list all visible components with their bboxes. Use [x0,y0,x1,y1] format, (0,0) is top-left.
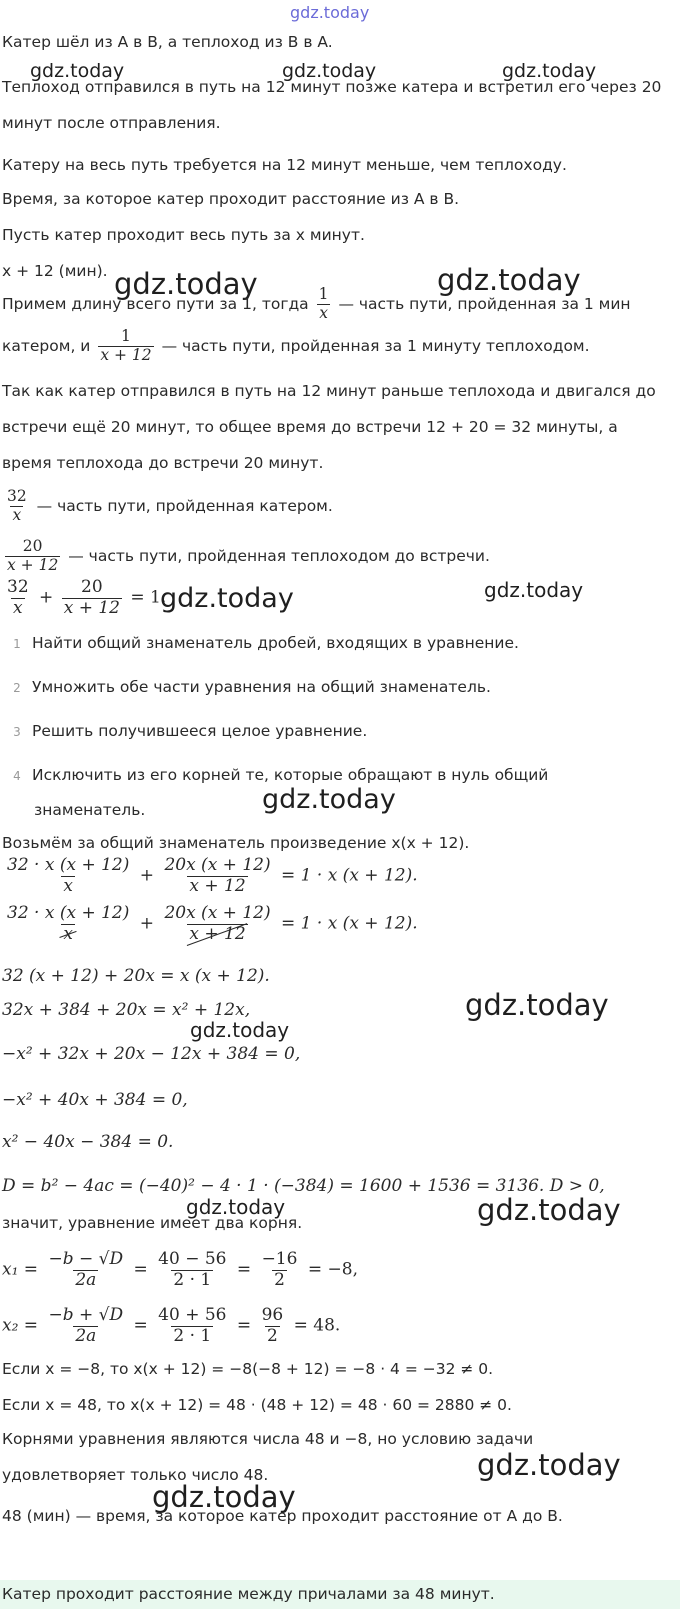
equals-sign: = [133,1315,148,1336]
fraction-20-over-x-plus-12 [62,578,122,618]
equation-line: −x² + 40x + 384 = 0, [2,1090,188,1110]
text-fragment: катером, и [2,336,91,355]
result: = −8, [307,1259,358,1280]
top-watermark: gdz.today [290,3,370,22]
numerator: 40 + 56 [158,1305,227,1325]
watermark: gdz.today [190,1018,290,1042]
denominator: 2a [75,1325,97,1346]
watermark: gdz.today [282,60,377,82]
text-line: Время, за которое катер проходит расстояние из A в B. [2,190,460,208]
text-line [2,488,333,525]
denominator: 2a [75,1269,97,1290]
watermark: gdz.today [437,263,581,297]
text-line [2,538,490,575]
numerator: −b − √D [48,1249,124,1269]
text-line: время теплохода до встречи 20 минут. [2,454,324,472]
equation-tail: = 1 · x (x + 12). [281,913,418,934]
list-item [2,678,491,697]
step-text: Найти общий знаменатель дробей, входящих в уравнение. [32,634,519,652]
watermark: gdz.today [502,60,597,82]
equals-sign: = [133,1259,148,1280]
numerator: 1 [121,327,131,345]
watermark: gdz.today [465,988,609,1022]
denominator: x [12,505,22,524]
text-line: встречи ещё 20 минут, то общее время до встречи 12 + 20 = 32 минуты, а [2,418,618,436]
list-item [2,634,519,653]
equation-line-x1 [2,1250,358,1290]
watermark: gdz.today [477,1448,621,1482]
numerator: 32 · x (x + 12) [7,903,130,923]
watermark: gdz.today [186,1195,286,1219]
equation-line: 32x + 384 + 20x = x² + 12x, [2,1000,251,1020]
text-line: x + 12 (мин). [2,262,108,280]
fraction [5,856,131,896]
equation-line [2,578,166,618]
step-number: 4 [13,769,21,783]
watermark: gdz.today [160,583,294,614]
x2-label: x₂ = [2,1315,39,1336]
text-line: Катер шёл из A в B, а теплоход из B в A. [2,33,333,51]
denominator: x + 12 [100,345,152,364]
text-line: значит, уравнение имеет два корня. [2,1214,303,1232]
denominator: x [63,875,73,896]
x1-label: x₁ = [2,1259,39,1280]
step-text: Решить получившееся целое уравнение. [32,722,368,740]
numerator: −16 [261,1249,298,1269]
text-line: Катеру на весь путь требуется на 12 минут меньше, чем теплоходу. [2,156,567,174]
fraction-20-over-x-plus-12 [5,538,60,575]
list-item [2,766,548,785]
plus-sign: + [139,865,155,886]
text-line: Если x = −8, то x(x + 12) = −8(−8 + 12) = −8 · 4 = −32 ≠ 0. [2,1360,494,1378]
fraction [46,1250,125,1290]
watermark: gdz.today [477,1193,621,1227]
fraction [46,1306,125,1346]
numerator: 32 [7,577,29,597]
step-number: 1 [13,637,21,651]
fraction [260,1306,286,1346]
list-item [2,722,367,741]
list-item-continuation: знаменатель. [34,801,146,819]
numerator: 32 · x (x + 12) [7,855,130,875]
equation-line: 32 (x + 12) + 20x = x (x + 12). [2,966,270,986]
watermark: gdz.today [262,784,396,815]
text-line: Пусть катер проходит весь путь за x минут. [2,226,365,244]
fraction [156,1306,228,1346]
denominator: 2 [274,1269,285,1290]
answer-line: Катер проходит расстояние между причалами за 48 минут. [2,1585,495,1603]
watermark: gdz.today [30,60,125,82]
denominator: x [13,597,23,618]
watermark: gdz.today [114,267,258,301]
equation-line-cancelled [2,904,418,944]
denominator: x + 12 [189,875,246,896]
watermark: gdz.today [152,1480,296,1514]
step-text: Исключить из его корней те, которые обращают в нуль общий [32,766,549,784]
numerator: 1 [318,285,329,303]
text-line: Возьмём за общий знаменатель произведение x(x + 12). [2,834,470,852]
step-number: 3 [13,725,21,739]
text-line: удовлетворяет только число 48. [2,1466,269,1484]
fraction-1-over-x-plus-12 [98,328,153,365]
equation-tail: = 1 · x (x + 12). [281,865,418,886]
text-line: 48 (мин) — время, за которое катер проходит расстояние от A до B. [2,1507,563,1525]
fraction-32-over-x [5,578,31,618]
text-line: Теплоход отправился в путь на 12 минут позже катера и встретил его через 20 [2,78,662,96]
text-line: Так как катер отправился в путь на 12 минут раньше теплохода и двигался до [2,382,656,400]
text-fragment: — часть пути, пройденная катером. [36,496,333,515]
text-line: минут после отправления. [2,114,221,132]
numerator: 20x (x + 12) [164,855,271,875]
plus-sign: + [139,913,155,934]
numerator: 20x (x + 12) [164,903,271,923]
equals-sign: = [236,1259,252,1280]
text-line [2,328,590,365]
text-fragment: Примем длину всего пути за 1, тогда [2,294,309,313]
fraction-32-over-x [5,488,29,525]
step-text: Умножить обе части уравнения на общий знаменатель. [32,678,491,696]
denominator: x + 12 [63,597,120,618]
equation-line-x2 [2,1306,340,1346]
text-line [2,286,631,323]
numerator: 32 [7,487,27,505]
fraction [162,904,272,944]
fraction-1-over-x [317,286,331,323]
denominator: x [319,303,328,322]
equals-sign: = [236,1315,252,1336]
text-line: Если x = 48, то x(x + 12) = 48 · (48 + 12) = 48 · 60 = 2880 ≠ 0. [2,1396,512,1414]
plus-sign: + [39,587,54,608]
equation-line [2,856,418,896]
denominator: 2 · 1 [173,1325,212,1346]
fraction [162,856,272,896]
denominator: 2 · 1 [173,1269,212,1290]
step-number: 2 [13,681,21,695]
numerator: 20 [22,537,43,555]
denominator: x + 12 [7,555,59,574]
text-fragment: — часть пути, пройденная за 1 мин [338,294,631,313]
numerator: 96 [261,1305,284,1325]
fraction [260,1250,300,1290]
fraction [5,904,131,944]
denominator-cancelled: x [63,923,73,944]
result: = 48. [293,1315,341,1336]
equation-line: x² − 40x − 384 = 0. [2,1132,174,1152]
text-fragment: — часть пути, пройденная за 1 минуту теплоходом. [161,336,590,355]
numerator: 40 − 56 [158,1249,227,1269]
denominator-cancelled: x + 12 [189,923,246,944]
numerator: −b + √D [48,1305,124,1325]
fraction [156,1250,228,1290]
equation-tail: = 1. [130,587,167,608]
text-fragment: — часть пути, пройденная теплоходом до встречи. [68,546,490,565]
numerator: 20 [81,577,103,597]
equation-line: D = b² − 4ac = (−40)² − 4 · 1 · (−384) = 1600 + 1536 = 3136. D > 0, [2,1176,605,1196]
equation-line: −x² + 32x + 20x − 12x + 384 = 0, [2,1044,301,1064]
denominator: 2 [266,1325,278,1346]
watermark: gdz.today [484,578,584,602]
text-line: Корнями уравнения являются числа 48 и −8, но условию задачи [2,1430,534,1448]
